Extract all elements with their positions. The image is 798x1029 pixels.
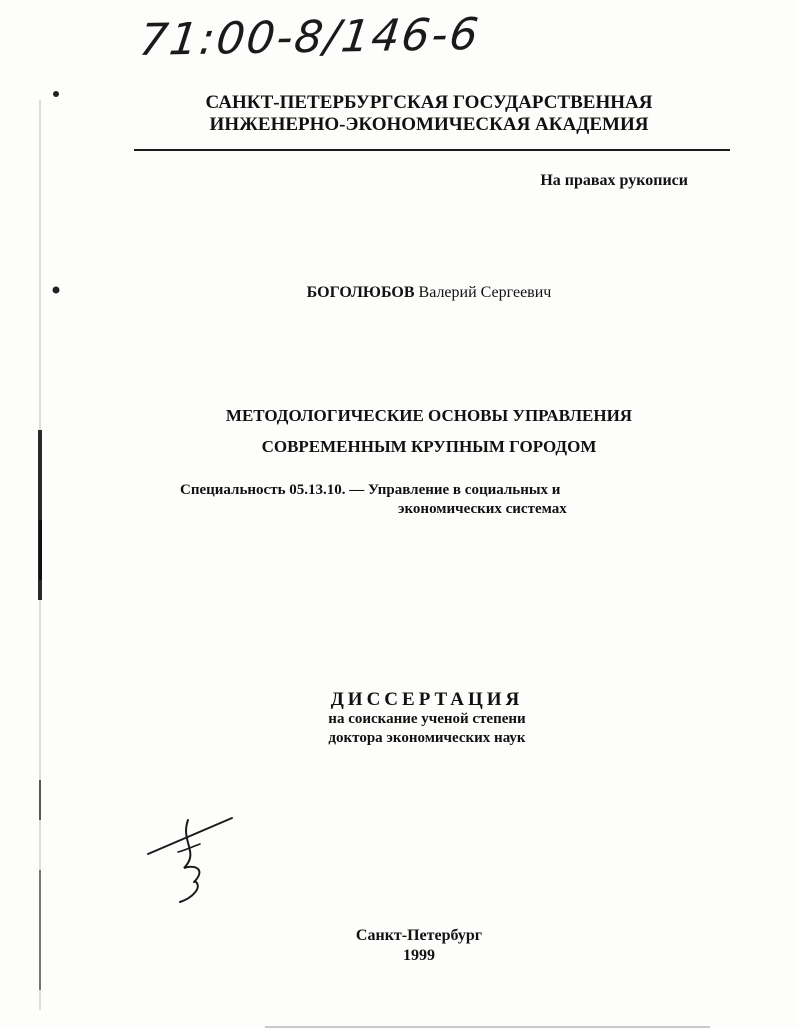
- dissertation-heading: ДИССЕРТАЦИЯ: [330, 689, 524, 710]
- academy-name-line1: САНКТ-ПЕТЕРБУРГСКАЯ ГОСУДАРСТВЕННАЯ: [205, 92, 653, 113]
- author-given-names: Валерий Сергеевич: [418, 284, 552, 301]
- author-surname: БОГОЛЮБОВ: [306, 284, 415, 301]
- dissertation-block: [28, 690, 798, 748]
- specialty: [180, 481, 567, 519]
- city-year-block: [20, 926, 798, 966]
- handwritten-signature: [140, 812, 240, 907]
- city: Санкт-Петербург: [355, 927, 483, 944]
- academy-name: [30, 92, 798, 136]
- academy-name-line2: ИНЖЕНЕРНО-ЭКОНОМИЧЕСКАЯ АКАДЕМИЯ: [209, 114, 649, 135]
- archive-code-handwritten: 71:00-8/146-6: [136, 9, 483, 66]
- dissertation-line1: на соискание ученой степени: [328, 711, 526, 727]
- specialty-line1: Специальность 05.13.10. — Управление в социальных и: [180, 482, 561, 498]
- dissertation-line2: доктора экономических наук: [328, 730, 526, 746]
- title-line2: СОВРЕМЕННЫМ КРУПНЫМ ГОРОДОМ: [261, 437, 597, 456]
- author-name: [30, 284, 798, 302]
- title-line1: МЕТОДОЛОГИЧЕСКИЕ ОСНОВЫ УПРАВЛЕНИЯ: [225, 406, 633, 425]
- year: 1999: [403, 947, 435, 964]
- header-divider: [134, 149, 730, 151]
- manuscript-note: На правах рукописи: [540, 172, 688, 189]
- specialty-line2: экономических системах: [398, 501, 567, 517]
- dissertation-title: [30, 400, 798, 462]
